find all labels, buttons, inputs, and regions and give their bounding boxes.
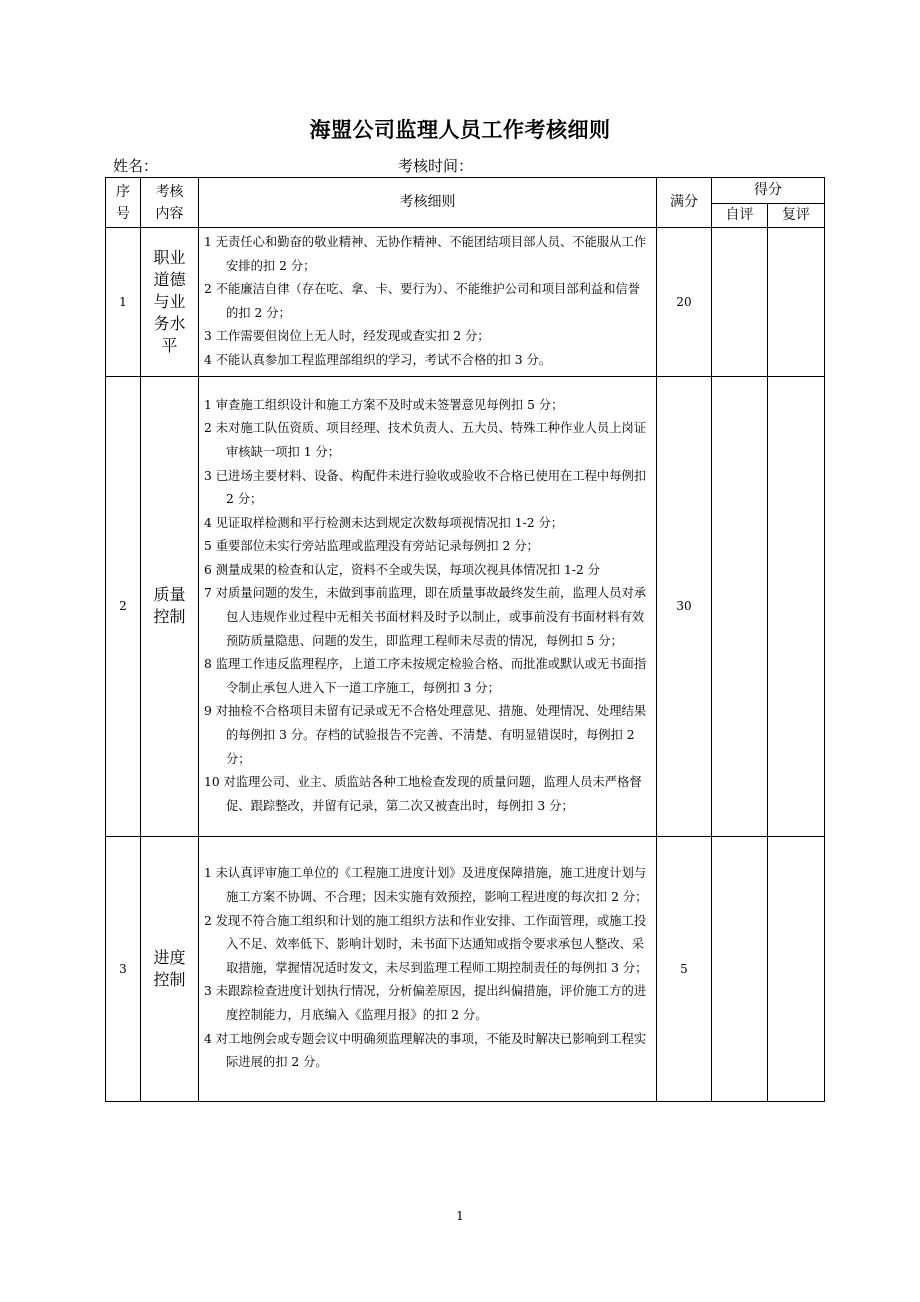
row-full-score: 30 — [657, 376, 712, 836]
detail-item: 10 对监理公司、业主、质监站各种工地检查发现的质量问题，监理人员未严格督促、跟踪整改，并留有记录，第二次又被查出时，每例扣 3 分； — [204, 775, 642, 813]
row-category — [141, 376, 199, 836]
detail-item: 3 未跟踪检查进度计划执行情况，分析偏差原因，提出纠偏措施，评价施工方的进度控制能力，月底编入《监理月报》的扣 2 分。 — [204, 984, 647, 1022]
row-category-line: 进度 — [153, 947, 186, 967]
header-detail: 考核细则 — [199, 178, 657, 228]
detail-item: 8 监理工作违反监理程序，上道工序未按规定检验合格、而批准或默认或无书面指令制止承包人进入下一道工序施工，每例扣 3 分； — [204, 657, 647, 695]
review-cell[interactable] — [768, 228, 825, 377]
detail-item: 3 工作需要但岗位上无人时，经发现或查实扣 2 分； — [204, 329, 490, 344]
row-detail — [199, 836, 657, 1101]
detail-item: 5 重要部位未实行旁站监理或监理没有旁站记录每例扣 2 分； — [204, 539, 539, 554]
row-detail — [199, 228, 657, 377]
row-seq: 3 — [106, 836, 141, 1101]
table-row — [106, 836, 825, 1101]
detail-item: 6 测量成果的检查和认定，资料不全或失误，每项次视具体情况扣 1-2 分 — [204, 562, 600, 577]
header-seq — [106, 178, 141, 228]
document-title: 海盟公司监理人员工作考核细则 — [309, 118, 611, 142]
detail-item: 3 已进场主要材料、设备、构配件未进行验收或验收不合格已使用在工程中每例扣 2 分； — [204, 468, 647, 507]
header-category-text: 考核内容 — [155, 183, 184, 222]
name-label-text: 姓名： — [113, 157, 159, 175]
review-cell[interactable] — [768, 376, 825, 836]
self-eval-cell[interactable] — [712, 228, 768, 377]
detail-item: 2 未对施工队伍资质、项目经理、技术负责人、五大员、特殊工种作业人员上岗证审核缺一项扣 1 分； — [204, 421, 647, 459]
row-seq: 2 — [106, 376, 141, 836]
row-category — [141, 228, 199, 377]
detail-item: 1 无责任心和勤奋的敬业精神、无协作精神、不能团结项目部人员、不能服从工作安排的扣 2 分； — [204, 235, 647, 273]
row-category — [141, 836, 199, 1101]
self-eval-cell[interactable] — [712, 376, 768, 836]
header-seq-text: 序号 — [115, 183, 130, 222]
detail-item: 1 审查施工组织设计和施工方案不及时或未签署意见每例扣 5 分； — [204, 397, 564, 412]
row-detail — [199, 376, 657, 836]
assessment-table — [105, 177, 825, 1102]
detail-item: 2 不能廉洁自律（存在吃、拿、卡、要行为）、不能维护公司和项目部利益和信誉的扣 2 分； — [204, 282, 640, 320]
row-category-line: 与业 — [153, 291, 186, 311]
detail-item: 1 未认真评审施工单位的《工程施工进度计划》及进度保障措施，施工进度计划与施工方案不协调、不合理；因未实施有效预控，影响工程进度的每次扣 2 分； — [204, 866, 648, 904]
detail-item: 7 对质量问题的发生，未做到事前监理，即在质量事故最终发生前，监理人员对承包人违规作业过程中无相关书面材料及时予以制止，或事前没有书面材料有效预防质量隐患、问题的发生，即监理工程师未尽责的情况，每例扣 5 分； — [204, 586, 647, 648]
detail-item: 9 对抽检不合格项目未留有记录或无不合格处理意见、措施、处理情况、处理结果的每例扣 3 分。存档的试验报告不完善、不清楚、有明显错误时，每例扣 2 分； — [204, 704, 647, 766]
header-full-score: 满分 — [657, 178, 712, 228]
header-category — [141, 178, 199, 228]
row-category-line: 务水 — [153, 313, 186, 333]
row-category-line: 平 — [161, 335, 178, 355]
review-cell[interactable] — [768, 836, 825, 1101]
row-seq: 1 — [106, 228, 141, 377]
row-category-line: 控制 — [153, 607, 186, 627]
time-label: 考核时间： — [398, 157, 474, 175]
header-score: 得分 — [712, 178, 825, 204]
self-eval-cell[interactable] — [712, 836, 768, 1101]
detail-item: 4 见证取样检测和平行检测未达到规定次数每项视情况扣 1-2 分； — [204, 515, 564, 530]
header-review: 复评 — [768, 204, 825, 228]
row-category-line: 质量 — [153, 585, 186, 605]
row-category-line: 道德 — [153, 269, 186, 289]
page-number: 1 — [456, 1209, 464, 1223]
detail-item: 4 对工地例会或专题会议中明确须监理解决的事项，不能及时解决已影响到工程实际进展的扣 2 分。 — [204, 1031, 647, 1070]
row-full-score: 20 — [657, 228, 712, 377]
table-row — [106, 228, 825, 377]
row-category-line: 控制 — [153, 969, 186, 989]
header-self-eval: 自评 — [712, 204, 768, 228]
detail-item: 2 发现不符合施工组织和计划的施工组织方法和作业安排、工作面管理，或施工投入不足、效率低下、影响计划时，未书面下达通知或指令要求承包人整改、采取措施，掌握情况适时发文，未尽到监理工程师工期控制责任的每例扣 3 分； — [204, 913, 648, 975]
table-row — [106, 376, 825, 836]
row-category-line: 职业 — [153, 247, 186, 267]
detail-item: 4 不能认真参加工程监理部组织的学习，考试不合格的扣 3 分。 — [204, 352, 552, 367]
row-full-score: 5 — [657, 836, 712, 1101]
